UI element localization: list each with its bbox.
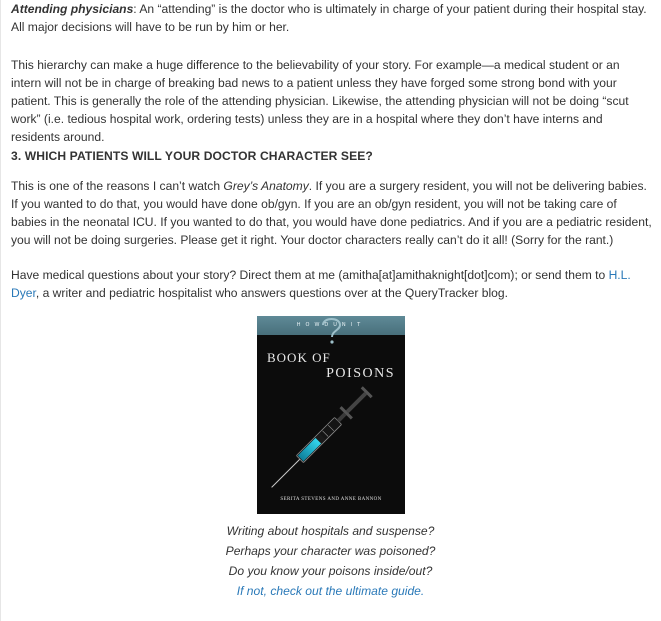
book-caption <box>0 521 661 601</box>
book-cover-image[interactable] <box>257 316 405 514</box>
attending-term: Attending physicians <box>11 2 134 16</box>
guide-link[interactable]: If not, check out the ultimate guide. <box>236 584 425 598</box>
cover-title-line1: BOOK OF <box>267 350 331 365</box>
syringe-icon <box>257 316 405 514</box>
attending-text: : An “attending” is the doctor who is ultimately in charge of your patient during their hospital stay. All major decisions will have to be run by him or her. <box>11 2 647 34</box>
patients-paragraph <box>11 177 653 249</box>
section-heading: 3. WHICH PATIENTS WILL YOUR DOCTOR CHARACTER SEE? <box>11 149 373 163</box>
cover-series: HOWDUNIT <box>296 322 366 328</box>
caption-line3: Do you know your poisons inside/out? <box>228 564 433 578</box>
hierarchy-paragraph: This hierarchy can make a huge difference to the believability of your story. For example—a medical student or an intern will not be in charge of breaking bad news to a patient unless they have forged some strong bond with your patient. This is generally the role of the attending physician. Likewise, the attending physician will not be doing “scut work” (i.e. tedious hospital work, ordering tests) unless they are in a hospital where they don’t have interns and residents around. <box>11 58 629 144</box>
questions-text-start: Have medical questions about your story? Direct them at me (amitha[at]amithaknight[dot]com); or send them to <box>11 268 609 282</box>
caption-line1: Writing about hospitals and suspense? <box>226 524 435 538</box>
hl-dyer-link[interactable]: H.L. Dyer <box>11 268 631 300</box>
cover-authors: SERITA STEVENS AND ANNE BANNON <box>280 497 382 502</box>
patients-text-end: . If you are a surgery resident, you will not be delivering babies. If you wanted to do that, you would have done ob/gyn. If you are an ob/gyn resident, you will not be taking care of babies in the neonatal ICU. If you wanted to do that, you would have done pediatrics. And if you are a pediatric resident, you will not be doing surgeries. Please get it right. Your doctor characters really can’t do it all! (Sorry for the rant.) <box>11 179 652 247</box>
patients-text-start: This is one of the reasons I can’t watch <box>11 179 224 193</box>
caption-line2: Perhaps your character was poisoned? <box>225 544 436 558</box>
attending-paragraph <box>11 0 653 36</box>
cover-title-line2: POISONS <box>326 366 395 381</box>
questions-paragraph <box>11 266 653 302</box>
questions-text-end: , a writer and pediatric hospitalist who answers questions over at the QueryTracker blog. <box>35 286 508 300</box>
show-title: Grey’s Anatomy <box>223 179 309 193</box>
